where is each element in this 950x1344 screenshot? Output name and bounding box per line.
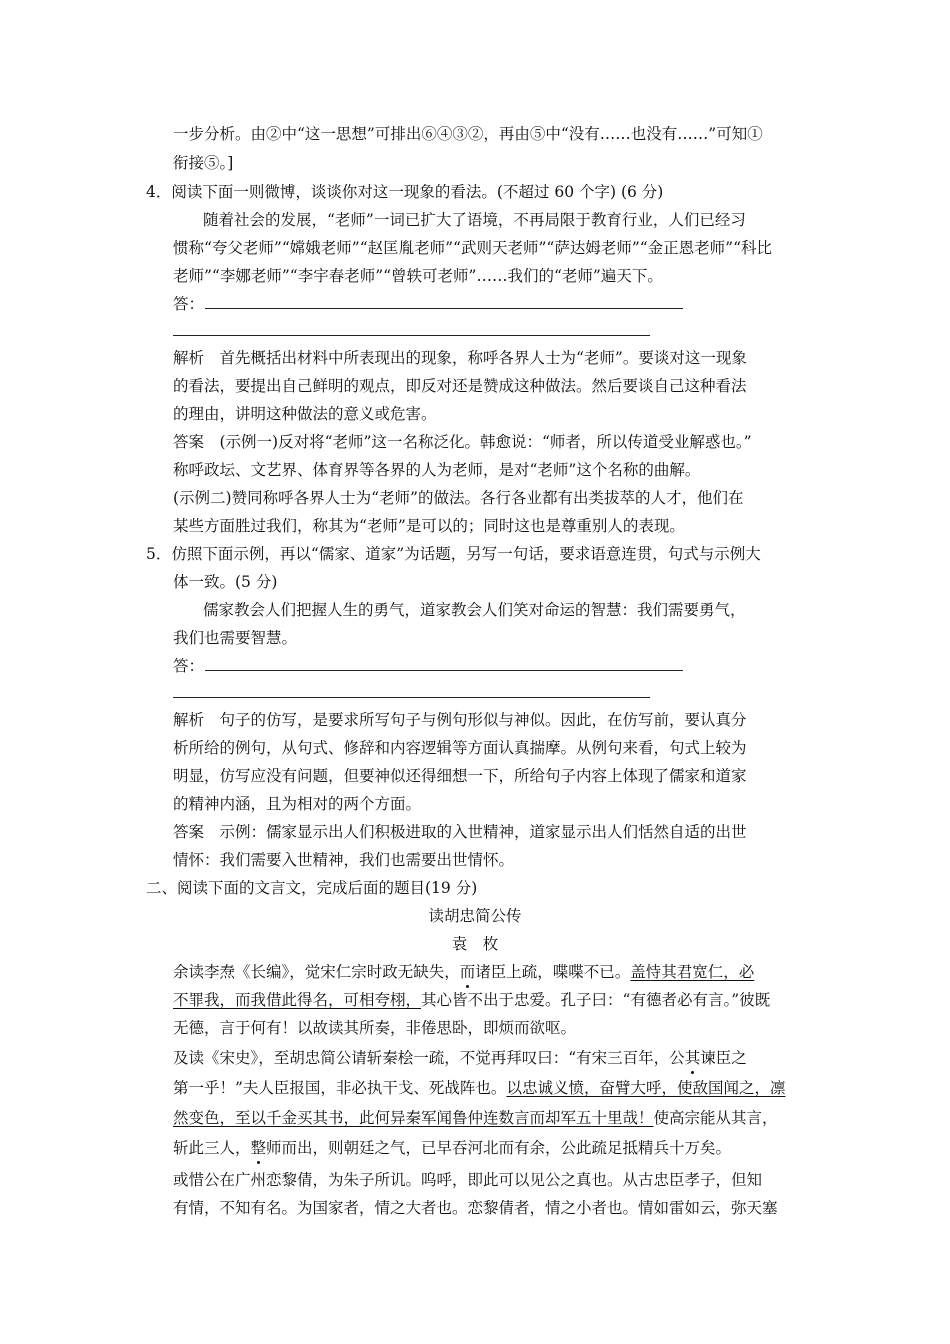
underlined-sentence: 然变色，至以千金买其书，此何异秦军闻鲁仲连数言而却军五十里哉！ (173, 1109, 654, 1127)
q5-answer-line-2: 情怀：我们需要入世精神，我们也需要出世情怀。 (173, 851, 515, 869)
passage-p2-line-4 (173, 1138, 731, 1158)
q4-answer-line-2: 称呼政坛、文艺界、体育界等各界的人为老师，是对“老师”这个名称的曲解。 (173, 461, 701, 479)
emphasis-dot-char: 整 (250, 1139, 267, 1157)
passage-p3-line-2: 有情，不知有名。为国家者，情之大者也。恋黎倩者，情之小者也。情如雷如云，弥天塞 (173, 1199, 778, 1217)
passage-p1-line-2 (173, 990, 770, 1010)
q4-answer-line-4: 某些方面胜过我们，称其为“老师”是可以的；同时这也是尊重别人的表现。 (173, 517, 685, 535)
q4-answer-line-3: (示例二)赞同称呼各界人士为“老师”的做法。各行各业都有出类拔萃的人才，他们在 (173, 489, 744, 507)
q4-analysis-line-2: 的看法，要提出自己鲜明的观点，即反对还是赞成这种做法。然后要谈自己这种看法 (173, 377, 747, 395)
q4-stem: 4．阅读下面一则微博，谈谈你对这一现象的看法。(不超过 60 个字) (6 分) (146, 183, 664, 201)
passage-p1-line-1 (173, 962, 754, 982)
section2-heading: 二、阅读下面的文言文，完成后面的题目(19 分) (146, 879, 478, 897)
passage-p3-line-1: 或惜公在广州恋黎倩，为朱子所讥。呜呼，即此可以见公之真也。从古忠臣孝子，但知 (173, 1171, 763, 1189)
q4-answer-blank-2[interactable] (173, 335, 650, 336)
q4-answer-blank-1[interactable] (205, 308, 683, 309)
text-run: 使高宗能从其言， (653, 1109, 778, 1127)
q4-material-line-1: 随着社会的发展，“老师”一词已扩大了语境，不再局限于教育行业，人们已经习 (203, 211, 746, 229)
q3-tail-line-2: 衔接⑤。] (173, 154, 234, 172)
q5-answer-line-1: 答案 示例：儒家显示出人们积极进取的入世精神，道家显示出人们恬然自适的出世 (173, 823, 747, 841)
passage-author: 袁 枚 (451, 935, 499, 953)
passage-title: 读胡忠简公传 (428, 907, 522, 925)
passage-p2-line-1 (173, 1048, 747, 1068)
q4-material-line-2: 惯称“夸父老师”“嫦娥老师”“赵匡胤老师”“武则天老师”“萨达姆老师”“金正恩老师”“科比 (173, 239, 773, 257)
text-run: 谏臣之 (700, 1049, 747, 1067)
passage-p2-line-3 (173, 1108, 778, 1128)
emphasis-dot-char: 其 (684, 1049, 701, 1067)
q5-analysis-line-3: 明显，仿写应没有问题，但要神似还得细想一下，所给句子内容上体现了儒家和道家 (173, 767, 747, 785)
text-run: 及读《宋史》，至胡忠简公请斩秦桧一疏，不觉再拜叹曰：“有宋三百年，公 (173, 1049, 685, 1067)
q4-analysis-line-1: 解析 首先概括出材料中所表现出的现象，称呼各界人士为“老师”。要谈对这一现象 (173, 349, 747, 367)
q5-stem-line-1: 5．仿照下面示例，再以“儒家、道家”为话题，另写一句话，要求语意连贯，句式与示例大 (146, 545, 761, 563)
passage-p1-line-3: 无德，言于何有！以故读其所奏，非倦思卧，即烦而欲呕。 (173, 1019, 577, 1037)
passage-p2-line-2 (173, 1078, 785, 1098)
text-run: 斩此三人， (173, 1139, 251, 1157)
q5-answer-blank-1[interactable] (205, 670, 683, 671)
q4-material-line-3: 老师”“李娜老师”“李宇春老师”“曾轶可老师”……我们的“老师”遍天下。 (173, 267, 663, 285)
q4-answer-label: 答： (173, 295, 205, 313)
q5-example-line-2: 我们也需要智慧。 (173, 629, 298, 647)
underlined-sentence: 不罪我，而我借此得名，可相夸栩， (173, 991, 422, 1009)
text-run: 诸臣上疏，喋喋不已。 (475, 963, 631, 981)
q5-analysis-line-2: 析所给的例句，从句式、修辞和内容逻辑等方面认真揣摩。从例句来看，句式上较为 (173, 739, 747, 757)
q4-analysis-line-3: 的理由，讲明这种做法的意义或危害。 (173, 405, 437, 423)
q5-answer-label: 答： (173, 657, 205, 675)
emphasis-dot-char: 而 (459, 963, 476, 981)
text-run: 其心皆不出于忠爱。孔子曰：“有德者必有言。”彼既 (421, 991, 771, 1009)
text-run: 第一乎！”夫人臣报国，非必执干戈、死战阵也。 (173, 1079, 507, 1097)
q4-answer-line-1: 答案 (示例一)反对将“老师”这一名称泛化。韩愈说：“师者，所以传道受业解惑也。” (173, 433, 752, 451)
text-run: 余读李焘《长编》，觉宋仁宗时政无缺失， (173, 963, 460, 981)
underlined-sentence: 以忠诚义愤，奋臂大呼，使敌国闻之，凛 (506, 1079, 786, 1097)
q5-example-line-1: 儒家教会人们把握人生的勇气，道家教会人们笑对命运的智慧：我们需要勇气， (203, 601, 746, 619)
q5-stem-line-2: 体一致。(5 分) (173, 573, 278, 591)
q3-tail-line-1: 一步分析。由②中“这一思想”可排出⑥④③②，再由⑤中“没有……也没有……”可知① (173, 125, 763, 143)
q5-analysis-line-4: 的精神内涵，且为相对的两个方面。 (173, 795, 422, 813)
underlined-sentence: 盖恃其君宽仁，必 (630, 963, 755, 981)
q5-analysis-line-1: 解析 句子的仿写，是要求所写句子与例句形似与神似。因此，在仿写前，要认真分 (173, 711, 747, 729)
text-run: 师而出，则朝廷之气，已早吞河北而有余，公此疏足抵精兵十万矣。 (266, 1139, 732, 1157)
q5-answer-blank-2[interactable] (173, 697, 650, 698)
